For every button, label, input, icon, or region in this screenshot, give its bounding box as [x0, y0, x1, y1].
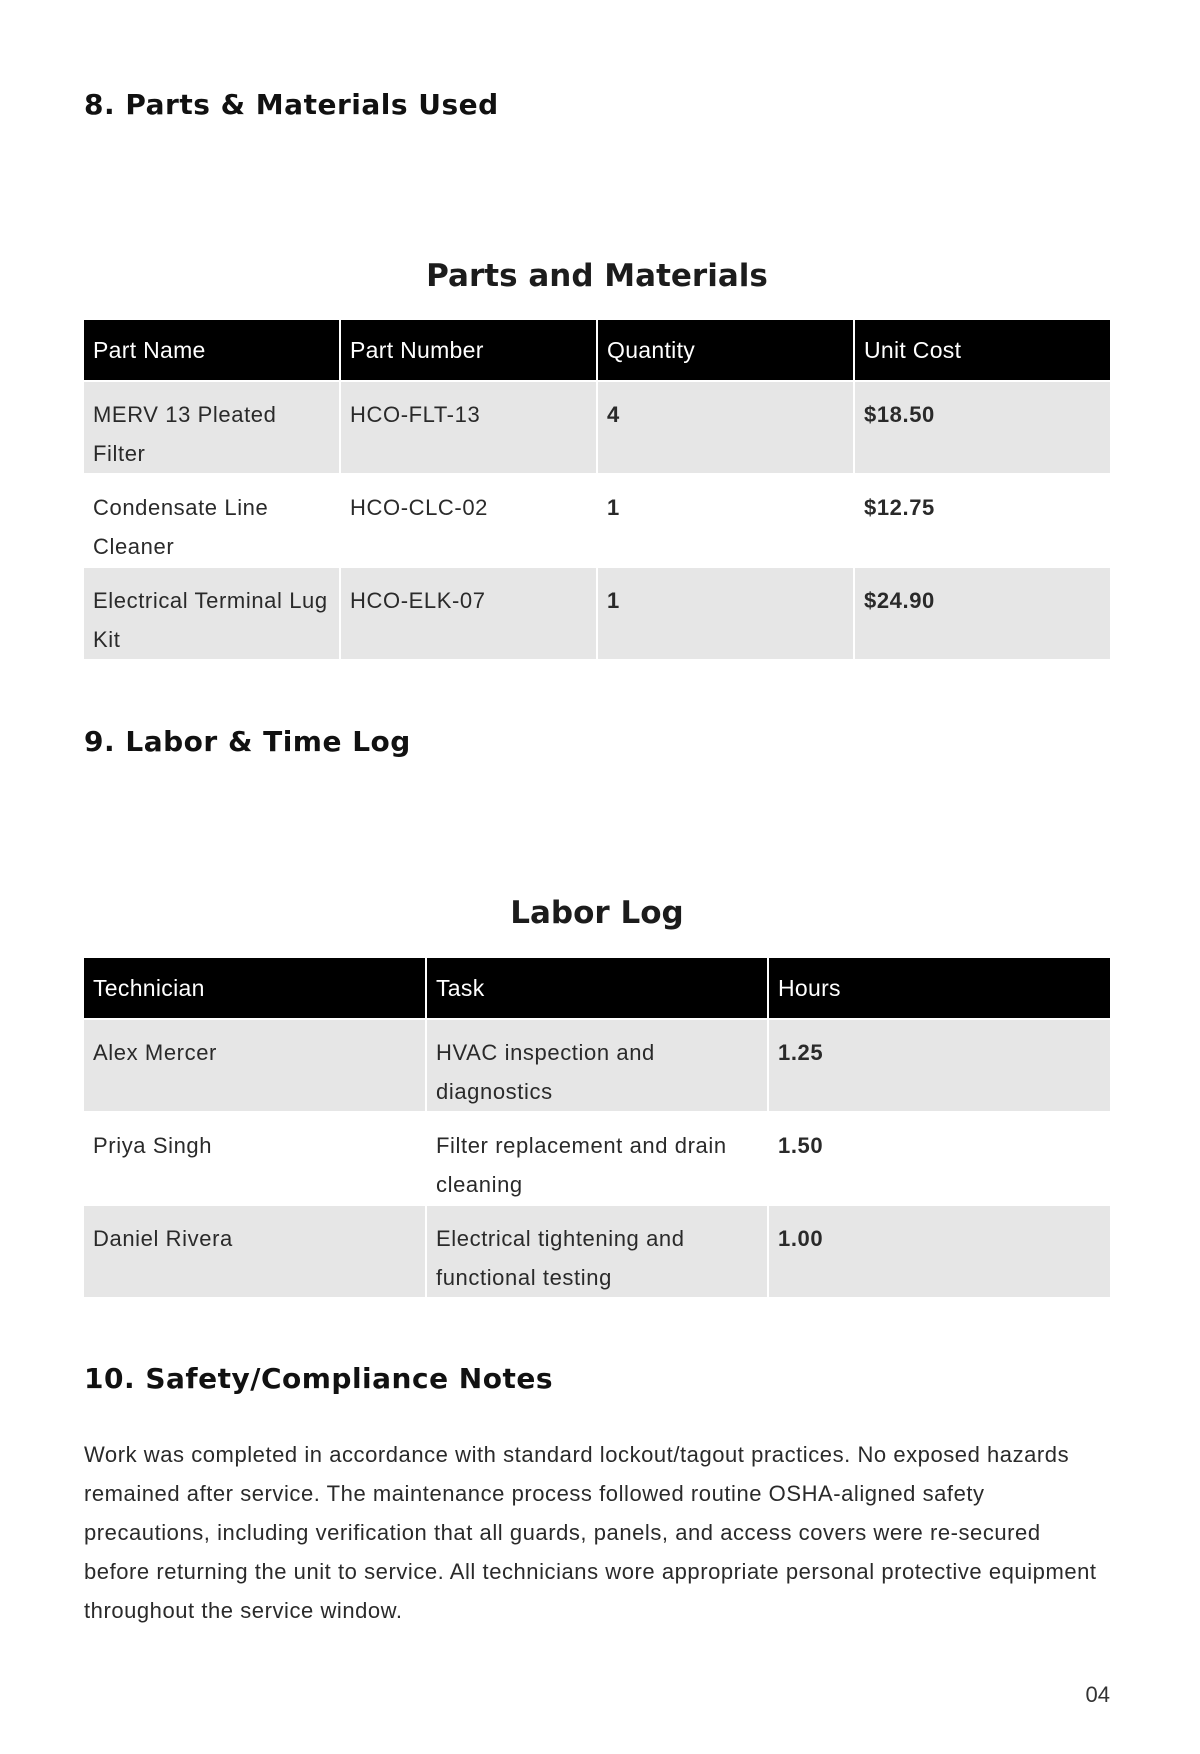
parts-table — [84, 320, 1110, 659]
column-header-part-number: Part Number — [340, 320, 597, 381]
page-number: 04 — [1085, 1682, 1110, 1707]
task-cell: HVAC inspection and diagnostics — [426, 1019, 768, 1112]
part-number-cell: HCO-FLT-13 — [340, 381, 597, 474]
table-row — [84, 474, 1110, 567]
technician-cell: Daniel Rivera — [84, 1205, 426, 1297]
column-header-hours: Hours — [768, 958, 1110, 1019]
table-row — [84, 567, 1110, 659]
hours-cell: 1.50 — [768, 1112, 1110, 1205]
table-title-parts: Parts and Materials — [426, 258, 768, 294]
table-row — [84, 1205, 1110, 1297]
part-number-cell: HCO-ELK-07 — [340, 567, 597, 659]
quantity-cell: 4 — [597, 381, 854, 474]
unit-cost-cell: $24.90 — [854, 567, 1110, 659]
column-header-quantity: Quantity — [597, 320, 854, 381]
unit-cost-cell: $12.75 — [854, 474, 1110, 567]
table-header-row — [84, 958, 1110, 1019]
table-row — [84, 1112, 1110, 1205]
section-heading-parts: 8. Parts & Materials Used — [84, 88, 499, 121]
technician-cell: Priya Singh — [84, 1112, 426, 1205]
part-name-cell: MERV 13 Pleated Filter — [84, 381, 340, 474]
task-cell: Filter replacement and drain cleaning — [426, 1112, 768, 1205]
quantity-cell: 1 — [597, 567, 854, 659]
column-header-task: Task — [426, 958, 768, 1019]
section-heading-labor: 9. Labor & Time Log — [84, 725, 411, 758]
section-heading-safety: 10. Safety/Compliance Notes — [84, 1362, 554, 1395]
hours-cell: 1.25 — [768, 1019, 1110, 1112]
part-name-cell: Electrical Terminal Lug Kit — [84, 567, 340, 659]
column-header-unit-cost: Unit Cost — [854, 320, 1110, 381]
part-number-cell: HCO-CLC-02 — [340, 474, 597, 567]
hours-cell: 1.00 — [768, 1205, 1110, 1297]
task-cell: Electrical tightening and functional testing — [426, 1205, 768, 1297]
technician-cell: Alex Mercer — [84, 1019, 426, 1112]
safety-notes-paragraph: Work was completed in accordance with standard lockout/tagout practices. No exposed hazards remained after service. The maintenance process followed routine OSHA-aligned safety precautions, including verification that all guards, panels, and access covers were re-secured before returning the unit to service. All technicians wore appropriate personal protective equipment throughout the service window. — [84, 1442, 1097, 1623]
column-header-technician: Technician — [84, 958, 426, 1019]
table-title-labor: Labor Log — [510, 895, 684, 931]
part-name-cell: Condensate Line Cleaner — [84, 474, 340, 567]
table-row — [84, 381, 1110, 474]
labor-table — [84, 958, 1110, 1297]
unit-cost-cell: $18.50 — [854, 381, 1110, 474]
table-header-row — [84, 320, 1110, 381]
quantity-cell: 1 — [597, 474, 854, 567]
column-header-part-name: Part Name — [84, 320, 340, 381]
table-row — [84, 1019, 1110, 1112]
